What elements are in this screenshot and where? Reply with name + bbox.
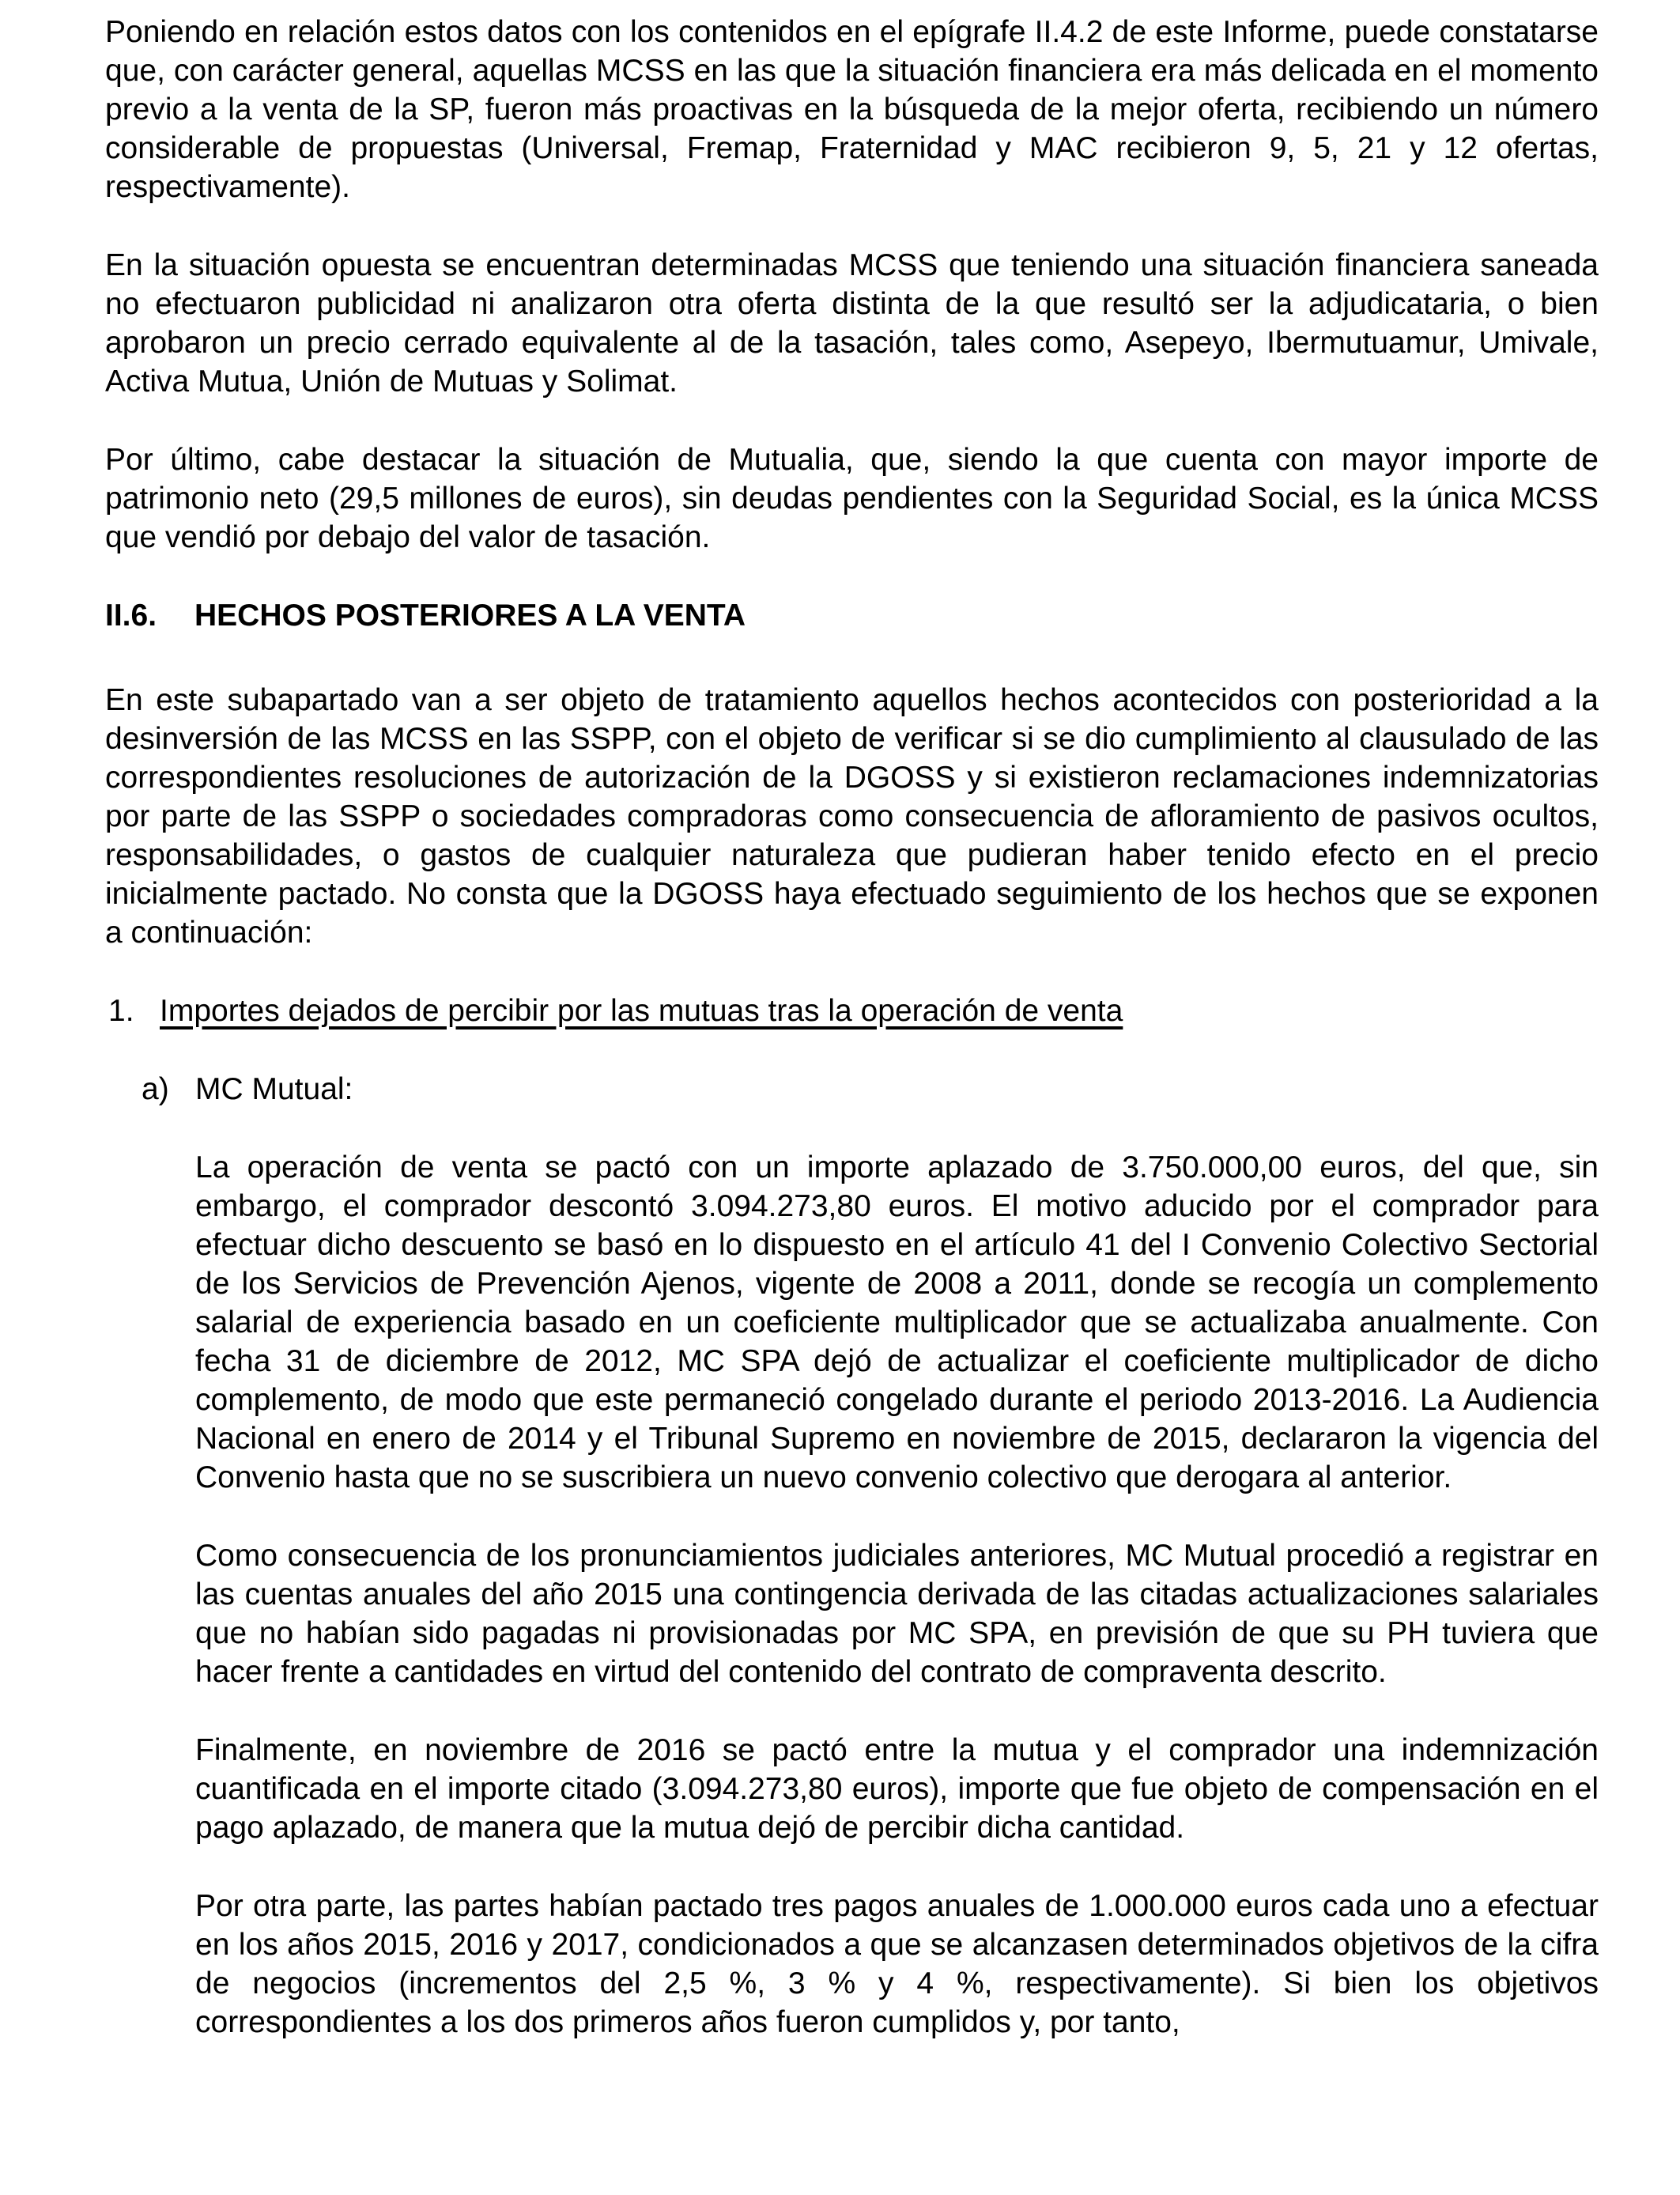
lettered-item-title: MC Mutual: [195, 1072, 353, 1106]
section-heading-title: HECHOS POSTERIORES A LA VENTA [194, 599, 746, 633]
intro-paragraph-2: En la situación opuesta se encuentran determinadas MCSS que teniendo una situación financiera saneada no efectuaron publicidad ni analizaron otra oferta distinta de la que resultó ser la adjudicataria, o bien aprobaron un precio cerrado equivalente al de la tasación, tales como, Asepeyo, Ibermutuamur, Umivale, Activa Mutua, Unión de Mutuas y Solimat. [105, 248, 1599, 399]
numbered-item-marker: 1. [108, 994, 134, 1028]
detail-paragraph-4: Por otra parte, las partes habían pactado tres pagos anuales de 1.000.000 euros cada uno a efectuar en los años 2015, 2016 y 2017, condicionados a que se alcanzasen determinados objetivos de la cifra de negocios (incrementos del 2,5 %, 3 % y 4 %, respectivamente). Si bien los objetivos correspondientes a los dos primeros años fueron cumplidos y, por tanto, [195, 1889, 1599, 2039]
section-heading [105, 596, 1599, 635]
numbered-list-item [105, 992, 1599, 1030]
detail-paragraph-1: La operación de venta se pactó con un importe aplazado de 3.750.000,00 euros, del que, sin embargo, el comprador descontó 3.094.273,80 euros. El motivo aducido por el comprador para efectuar dicho descuento se basó en lo dispuesto en el artículo 41 del I Convenio Colectivo Sectorial de los Servicios de Prevención Ajenos, vigente de 2008 a 2011, donde se recogía un complemento salarial de experiencia basado en un coeficiente multiplicador que se actualizaba anualmente. Con fecha 31 de diciembre de 2012, MC SPA dejó de actualizar el coeficiente multiplicador de dicho complemento, de modo que este permaneció congelado durante el periodo 2013-2016. La Audiencia Nacional en enero de 2014 y el Tribunal Supremo en noviembre de 2015, declararon la vigencia del Convenio hasta que no se suscribiera un nuevo convenio colectivo que derogara al anterior. [195, 1150, 1599, 1494]
lettered-list-item [105, 1070, 1599, 1109]
detail-paragraph-2: Como consecuencia de los pronunciamientos judiciales anteriores, MC Mutual procedió a registrar en las cuentas anuales del año 2015 una contingencia derivada de las citadas actualizaciones salariales que no habían sido pagadas ni provisionadas por MC SPA, en previsión de que su PH tuviera que hacer frente a cantidades en virtud del contenido del contrato de compraventa descrito. [195, 1539, 1599, 1689]
detail-paragraph-3: Finalmente, en noviembre de 2016 se pactó entre la mutua y el comprador una indemnización cuantificada en el importe citado (3.094.273,80 euros), importe que fue objeto de compensación en el pago aplazado, de manera que la mutua dejó de percibir dicha cantidad. [195, 1733, 1599, 1845]
section-intro-paragraph: En este subapartado van a ser objeto de tratamiento aquellos hechos acontecidos con posterioridad a la desinversión de las MCSS en las SSPP, con el objeto de verificar si se dio cumplimiento al clausulado de las correspondientes resoluciones de autorización de la DGOSS y si existieron reclamaciones indemnizatorias por parte de las SSPP o sociedades compradoras como consecuencia de afloramiento de pasivos ocultos, responsabilidades, o gastos de cualquier naturaleza que pudieran haber tenido efecto en el precio inicialmente pactado. No consta que la DGOSS haya efectuado seguimiento de los hechos que se exponen a continuación: [105, 683, 1599, 950]
numbered-item-title: Importes dejados de percibir por las mutuas tras la operación de venta [160, 994, 1123, 1028]
section-heading-number: II.6. [105, 599, 157, 633]
intro-paragraph-1: Poniendo en relación estos datos con los contenidos en el epígrafe II.4.2 de este Informe, puede constatarse que, con carácter general, aquellas MCSS en las que la situación financiera era más delicada en el momento previo a la venta de la SP, fueron más proactivas en la búsqueda de la mejor oferta, recibiendo un número considerable de propuestas (Universal, Fremap, Fraternidad y MAC recibieron 9, 5, 21 y 12 ofertas, respectivamente). [105, 15, 1599, 204]
intro-paragraph-3: Por último, cabe destacar la situación de Mutualia, que, siendo la que cuenta con mayor importe de patrimonio neto (29,5 millones de euros), sin deudas pendientes con la Seguridad Social, es la única MCSS que vendió por debajo del valor de tasación. [105, 443, 1599, 554]
document-content [105, 0, 1599, 2042]
lettered-item-marker: a) [142, 1072, 169, 1106]
